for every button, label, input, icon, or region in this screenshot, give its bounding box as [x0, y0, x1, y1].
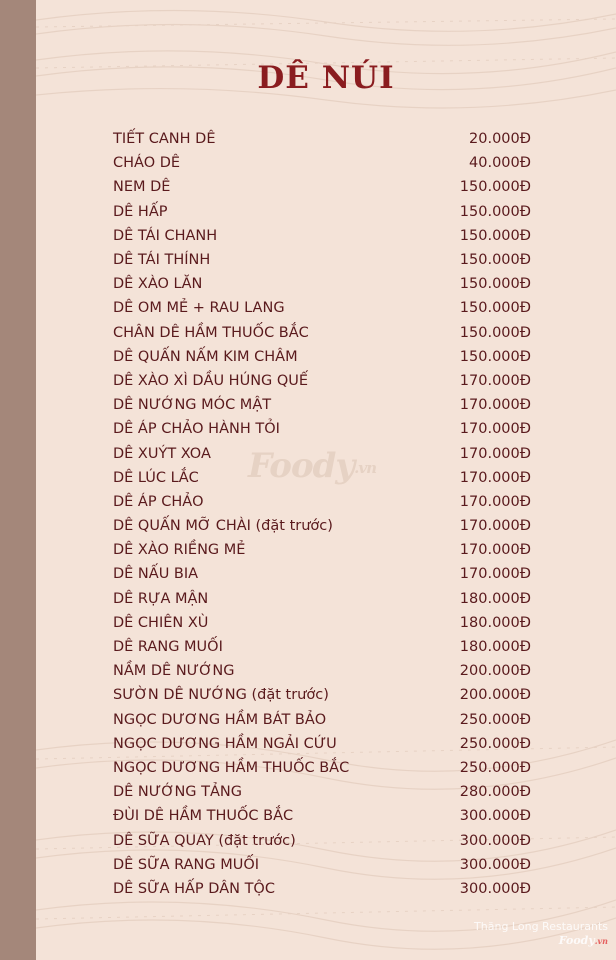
- menu-item-price: 170.000Đ: [459, 372, 531, 389]
- menu-item: [113, 635, 531, 659]
- menu-item-price: 200.000Đ: [459, 663, 531, 680]
- menu-item-price: 300.000Đ: [459, 880, 531, 897]
- menu-item: [113, 369, 531, 393]
- menu-item-name: DÊ NƯỚNG TẢNG: [113, 784, 243, 801]
- menu-item: [113, 393, 531, 417]
- menu-item: [113, 345, 531, 369]
- credit-restaurant: Thăng Long Restaurants: [474, 920, 608, 933]
- menu-item-price: 150.000Đ: [459, 300, 531, 317]
- credit-suffix: .vn: [594, 936, 608, 946]
- menu-item-name: DÊ ÁP CHẢO: [113, 493, 204, 510]
- menu-item: [113, 127, 531, 151]
- menu-item: [113, 562, 531, 586]
- menu-item-price: 150.000Đ: [459, 252, 531, 269]
- menu-item-name: DÊ NẤU BIA: [113, 566, 199, 583]
- menu-item-price: 170.000Đ: [459, 566, 531, 583]
- watermark-suffix: .vn: [354, 459, 377, 477]
- menu-item-name: DÊ SỮA RANG MUỐI: [113, 856, 260, 873]
- menu-item-price: 170.000Đ: [459, 397, 531, 414]
- menu-item-name: DÊ QUẤN MỠ CHÀI (đặt trước): [113, 518, 333, 535]
- menu-item-price: 150.000Đ: [459, 179, 531, 196]
- menu-item-price: 170.000Đ: [459, 493, 531, 510]
- menu-item-name: DÊ SỮA QUAY (đặt trước): [113, 832, 296, 849]
- menu-item-price: 300.000Đ: [459, 808, 531, 825]
- menu-item: [113, 611, 531, 635]
- menu-item-name: DÊ NƯỚNG MÓC MẬT: [113, 397, 272, 414]
- menu-item-price: 250.000Đ: [459, 711, 531, 728]
- menu-item-price: 170.000Đ: [459, 421, 531, 438]
- menu-item-price: 150.000Đ: [459, 324, 531, 341]
- menu-item: [113, 732, 531, 756]
- menu-item-name: ĐÙI DÊ HẦM THUỐC BẮC: [113, 808, 294, 825]
- menu-item-price: 200.000Đ: [459, 687, 531, 704]
- menu-item-name: DÊ XÀO RIỀNG MẺ: [113, 542, 246, 559]
- menu-item: [113, 587, 531, 611]
- menu-item-name: DÊ XUÝT XOA: [113, 445, 211, 462]
- menu-item-name: CHÁO DÊ: [113, 155, 181, 172]
- menu-item-name: SƯỜN DÊ NƯỚNG (đặt trước): [113, 687, 329, 704]
- menu-item: [113, 756, 531, 780]
- menu-item: [113, 708, 531, 732]
- menu-item: [113, 224, 531, 248]
- menu-item: [113, 272, 531, 296]
- menu-item-price: 300.000Đ: [459, 856, 531, 873]
- menu-item: [113, 828, 531, 852]
- menu-list: [113, 127, 531, 901]
- menu-item-name: DÊ QUẤN NẤM KIM CHÂM: [113, 348, 298, 365]
- menu-item: [113, 321, 531, 345]
- menu-item-price: 170.000Đ: [459, 518, 531, 535]
- menu-item-name: NGỌC DƯƠNG HẦM THUỐC BẮC: [113, 759, 350, 776]
- menu-item-price: 150.000Đ: [459, 203, 531, 220]
- menu-item-name: DÊ SỮA HẤP DÂN TỘC: [113, 880, 275, 897]
- menu-item-name: DÊ RỰA MẬN: [113, 590, 209, 607]
- menu-item-price: 150.000Đ: [459, 227, 531, 244]
- menu-item-price: 150.000Đ: [459, 348, 531, 365]
- watermark-brand: Foody: [248, 446, 355, 486]
- menu-item-price: 250.000Đ: [459, 759, 531, 776]
- menu-item-name: DÊ CHIÊN XÙ: [113, 614, 209, 631]
- menu-item-name: NEM DÊ: [113, 179, 171, 196]
- menu-item-name: DÊ LÚC LẮC: [113, 469, 199, 486]
- menu-item-name: DÊ TÁI THÍNH: [113, 252, 211, 269]
- menu-item: [113, 683, 531, 707]
- menu-item-price: 150.000Đ: [459, 276, 531, 293]
- menu-item-name: DÊ RANG MUỐI: [113, 639, 223, 656]
- menu-item-price: 250.000Đ: [459, 735, 531, 752]
- menu-item-name: NGỌC DƯƠNG HẦM NGẢI CỨU: [113, 735, 337, 752]
- menu-item-price: 180.000Đ: [459, 614, 531, 631]
- menu-item-price: 300.000Đ: [459, 832, 531, 849]
- credit-brand: Foody: [558, 934, 595, 947]
- menu-item-name: NGỌC DƯƠNG HẦM BÁT BẢO: [113, 711, 327, 728]
- menu-item-price: 180.000Đ: [459, 639, 531, 656]
- menu-item: [113, 538, 531, 562]
- credit-logo: [474, 934, 608, 948]
- menu-item-name: DÊ TÁI CHANH: [113, 227, 218, 244]
- menu-item: [113, 175, 531, 199]
- menu-item-name: DÊ ÁP CHẢO HÀNH TỎI: [113, 421, 280, 438]
- menu-item: [113, 417, 531, 441]
- menu-item-name: DÊ XÀO LĂN: [113, 276, 203, 293]
- menu-item: [113, 804, 531, 828]
- menu-title: DÊ NÚI: [257, 60, 395, 96]
- menu-item: [113, 200, 531, 224]
- menu-item-name: NẦM DÊ NƯỚNG: [113, 663, 235, 680]
- menu-item: [113, 659, 531, 683]
- menu-item: [113, 780, 531, 804]
- menu-item: [113, 514, 531, 538]
- menu-item-name: CHÂN DÊ HẦM THUỐC BẮC: [113, 324, 309, 341]
- menu-item-name: TIẾT CANH DÊ: [113, 131, 216, 148]
- menu-page: [36, 0, 616, 960]
- menu-item: [113, 853, 531, 877]
- menu-item-price: 170.000Đ: [459, 469, 531, 486]
- menu-item: [113, 877, 531, 901]
- menu-item: [113, 248, 531, 272]
- menu-item-name: DÊ XÀO XÌ DẦU HÚNG QUẾ: [113, 372, 309, 389]
- menu-item: [113, 151, 531, 175]
- photo-credit: [474, 920, 608, 948]
- menu-item-price: 170.000Đ: [459, 542, 531, 559]
- menu-item-price: 180.000Đ: [459, 590, 531, 607]
- menu-item-name: DÊ OM MẺ + RAU LANG: [113, 300, 285, 317]
- menu-item: [113, 296, 531, 320]
- menu-item: [113, 441, 531, 465]
- menu-item: [113, 466, 531, 490]
- menu-item-price: 40.000Đ: [469, 155, 531, 172]
- menu-item-name: DÊ HẤP: [113, 203, 168, 220]
- menu-item-price: 280.000Đ: [459, 784, 531, 801]
- menu-item-price: 170.000Đ: [459, 445, 531, 462]
- menu-item-price: 20.000Đ: [469, 131, 531, 148]
- menu-item: [113, 490, 531, 514]
